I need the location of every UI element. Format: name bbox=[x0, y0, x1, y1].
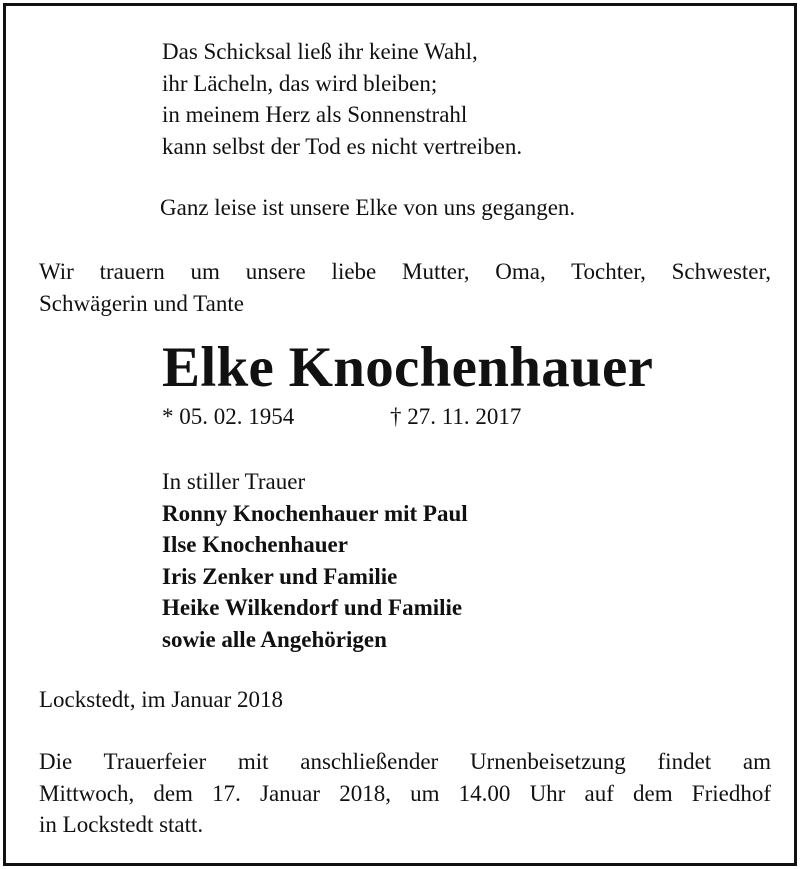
funeral-line: in Lockstedt statt. bbox=[39, 812, 204, 837]
signer-name: Ilse Knochenhauer bbox=[162, 532, 348, 557]
funeral-info bbox=[39, 746, 771, 841]
deceased-name: Elke Knochenhauer bbox=[162, 336, 654, 399]
funeral-line: Die Trauerfeier mit anschließender Urnenbeisetzung findet am bbox=[39, 749, 771, 774]
signer-name: Ronny Knochenhauer mit Paul bbox=[162, 500, 468, 526]
signers bbox=[162, 466, 468, 655]
signer-name: Iris Zenker und Familie bbox=[162, 563, 398, 589]
mourning-line: Schwägerin und Tante bbox=[39, 290, 244, 316]
death-date: † 27. 11. 2017 bbox=[390, 404, 522, 429]
obituary-notice bbox=[3, 3, 797, 866]
signers-heading: In stiller Trauer bbox=[162, 469, 306, 494]
poem-line: in meinem Herz als Sonnenstrahl bbox=[162, 102, 468, 127]
poem-line: Das Schicksal ließ ihr keine Wahl, bbox=[162, 39, 478, 64]
birth-date: * 05. 02. 1954 bbox=[162, 404, 295, 429]
signer-name: Heike Wilkendorf und Familie bbox=[162, 595, 463, 620]
poem-line: ihr Lächeln, das wird bleiben; bbox=[162, 70, 438, 96]
mourning-text bbox=[39, 256, 771, 319]
poem-line: kann selbst der Tod es nicht vertreiben. bbox=[162, 133, 523, 159]
signer-name: sowie alle Angehörigen bbox=[162, 626, 387, 652]
mourning-line: Wir trauern um unsere liebe Mutter, Oma, Tochter, Schwester, bbox=[39, 259, 771, 284]
poem bbox=[162, 36, 522, 162]
funeral-line: Mittwoch, dem 17. Januar 2018, um 14.00 Uhr auf dem Friedhof bbox=[39, 780, 771, 806]
poem-closing: Ganz leise ist unsere Elke von uns gegangen. bbox=[160, 195, 576, 220]
place-and-date: Lockstedt, im Januar 2018 bbox=[39, 687, 284, 712]
